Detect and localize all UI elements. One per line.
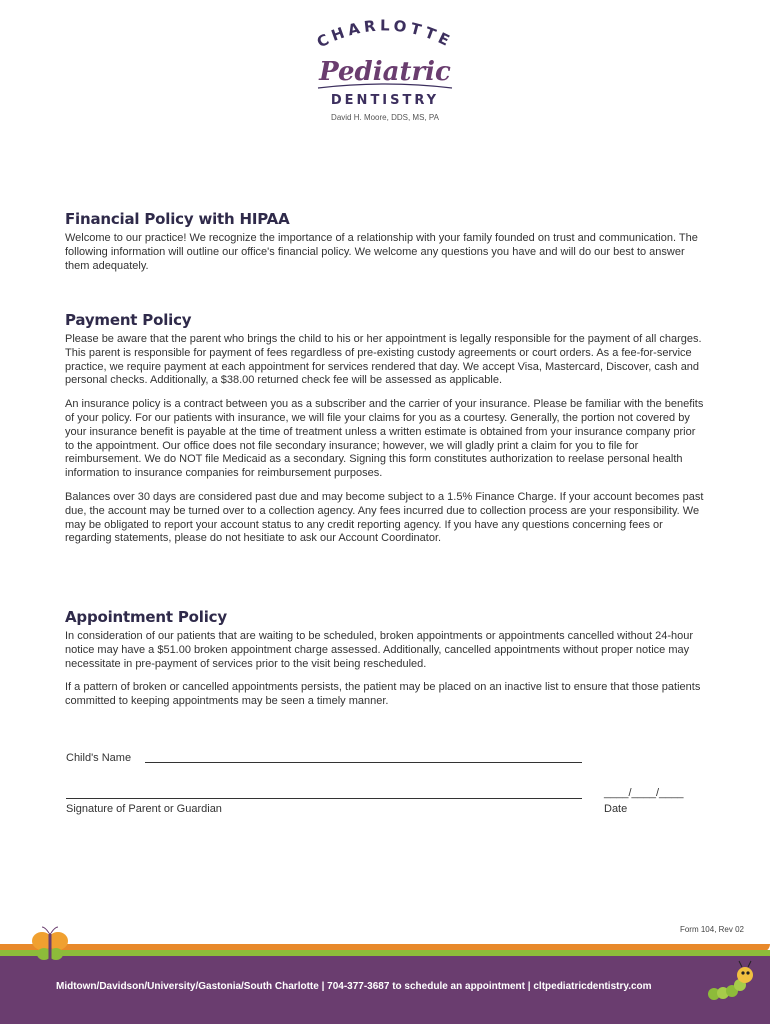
practice-logo bbox=[300, 18, 470, 128]
form-number: Form 104, Rev 02 bbox=[679, 925, 744, 934]
appointment-policy-paragraph-1: In consideration of our patients that are waiting to be scheduled, broken appointments or appointments cancelled without 24-hour notice may have a $51.00 broken appointment charge assessed. Additionally, cancelled appointments without proper notice may necessitate in pre-payment of services prior to the visit being rescheduled. bbox=[65, 630, 694, 670]
doctor-credit: David H. Moore, DDS, MS, PA bbox=[331, 113, 439, 122]
logo-bottom-word: DENTISTRY bbox=[330, 93, 440, 108]
date-slots[interactable]: ____/____/____ bbox=[604, 787, 684, 799]
butterfly-icon bbox=[28, 925, 72, 965]
caterpillar-icon bbox=[706, 960, 756, 1004]
parent-signature-line[interactable] bbox=[66, 798, 582, 799]
appointment-policy-paragraph-2: If a pattern of broken or cancelled appointments persists, the patient may be placed on an inactive list to ensure that those patients committed to keeping appointments may be seen a timely manner. bbox=[65, 681, 701, 708]
payment-policy-paragraph-2: An insurance policy is a contract between you as a subscriber and the carrier of your insurance. Please be familiar with the benefits of your policy. For our patients with insurance, we will file your claims for you as a courtesy. Generally, the portion not covered by your insurance benefit is payable at the time of treatment unless a written estimate is obtained from your insurance company prior to the appointment. Our office does not file secondary insurance; however, we will gladly print a claim for you to file for reimbursement. We do NOT file Medicaid as a secondary. Signing this form constitutes authorization to reelase personal health information to insurance companies for reimbursement purposes. bbox=[65, 398, 704, 480]
footer bbox=[0, 944, 770, 1024]
payment-policy-paragraph-3: Balances over 30 days are considered past due and may become subject to a 1.5% Finance Charge. If your account becomes past due, the account may be turned over to a collection agency. Any fees incurred due to collection process are your responsibility. We may be obligated to report your account status to any credit reporting agency. If you have any questions concerning fees or regarding statements, please do not hesitiate to ask our Account Coordinator. bbox=[65, 490, 704, 545]
logo-top-word: CHARLOTTE bbox=[314, 18, 456, 52]
financial-policy-intro: Welcome to our practice! We recognize the importance of a relationship with your family founded on trust and communication. The following information will outline our office's financial policy. We welcome any questions you have and will do our best to answer them adequately. bbox=[65, 232, 698, 272]
child-name-line[interactable] bbox=[145, 762, 582, 763]
logo-main-word: Pediatric bbox=[319, 57, 451, 87]
parent-signature-label: Signature of Parent or Guardian bbox=[66, 803, 222, 815]
appointment-policy-title: Appointment Policy bbox=[65, 608, 227, 626]
svg-text:CHARLOTTE bbox=[314, 18, 456, 51]
footer-contact-text: Midtown/Davidson/University/Gastonia/South Charlotte | 704-377-3687 to schedule an appointment | cltpediatricdentistry.com bbox=[56, 981, 652, 992]
payment-policy-section bbox=[65, 311, 705, 546]
date-label: Date bbox=[604, 803, 628, 815]
financial-policy-title: Financial Policy with HIPAA bbox=[65, 210, 290, 228]
payment-policy-paragraph-1: Please be aware that the parent who brings the child to his or her appointment is legally responsible for the payment of all charges. This parent is responsible for payment of fees regardless of pre-existing custody agreements or court orders. As a fee-for-service practice, we require payment at each appointment for services rendered that day. We accept Visa, Mastercard, Discover, cash and personal checks. Additionally, a $38.00 returned check fee will be assessed as applicable. bbox=[65, 333, 702, 387]
footer-band bbox=[0, 956, 770, 1024]
child-name-label: Child's Name bbox=[66, 752, 132, 764]
financial-policy-section bbox=[65, 210, 705, 273]
appointment-policy-section bbox=[65, 608, 705, 709]
payment-policy-title: Payment Policy bbox=[65, 311, 192, 329]
logo-graphic bbox=[300, 18, 470, 113]
